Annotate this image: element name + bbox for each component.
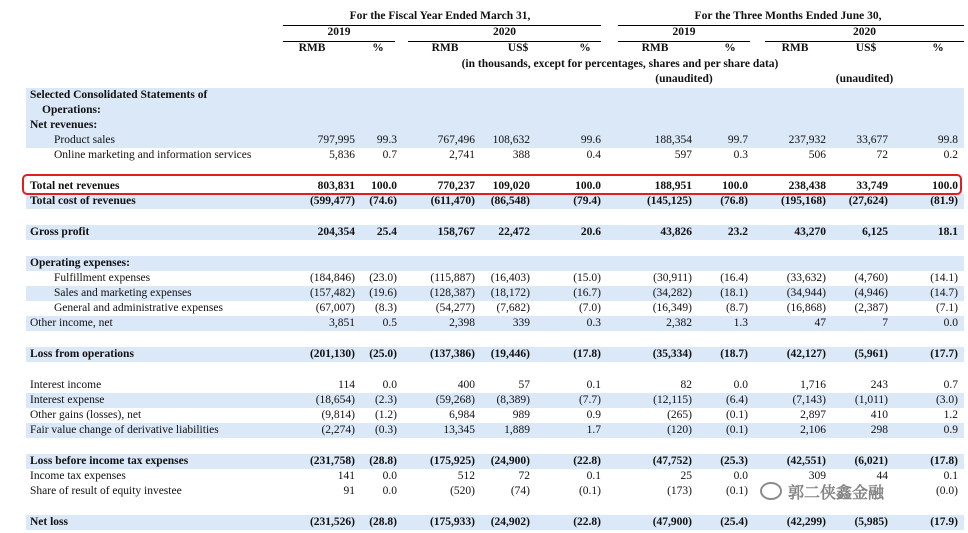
value-cell: 23.2 (727, 226, 748, 238)
value-cell: 158,767 (437, 226, 475, 238)
value-cell: 0.9 (943, 424, 958, 436)
value-cell: 1,716 (800, 379, 826, 391)
value-cell: 0.1 (586, 379, 601, 391)
value-cell: 204,354 (317, 226, 355, 238)
value-cell: (145,125) (646, 195, 692, 207)
row-label: Net revenues: (30, 119, 98, 131)
value-cell: 100.0 (722, 180, 748, 192)
value-cell: (59,268) (435, 394, 475, 406)
value-cell: 91 (343, 485, 355, 497)
value-cell: (18.7) (720, 348, 748, 360)
value-cell: 0.7 (382, 149, 397, 161)
fy-2019-label: 2019 (327, 26, 351, 38)
value-cell: 7 (882, 317, 888, 329)
value-cell: (128,387) (429, 287, 475, 299)
table-row (26, 393, 964, 408)
value-cell: 298 (870, 424, 888, 436)
value-cell: (30,911) (653, 272, 692, 284)
value-cell: 6,984 (449, 409, 475, 421)
value-cell: (9,814) (321, 409, 355, 421)
value-cell: 803,831 (317, 180, 355, 192)
table-row (26, 286, 964, 301)
value-cell: (16,403) (490, 272, 530, 284)
row-label: Total net revenues (30, 180, 120, 192)
value-cell: 0.4 (586, 149, 601, 161)
value-cell: (4,760) (854, 272, 888, 284)
value-cell: 0.1 (943, 470, 958, 482)
value-cell: 797,995 (317, 134, 355, 146)
value-cell: 22,472 (498, 226, 530, 238)
value-cell: (18,654) (315, 394, 355, 406)
table-row (26, 347, 964, 362)
q-2020-label: 2020 (853, 26, 876, 38)
value-cell: (24,900) (490, 455, 530, 467)
value-cell: (7.0) (578, 302, 601, 314)
value-cell: 100.0 (371, 180, 397, 192)
value-cell: 99.6 (580, 134, 601, 146)
value-cell: (1,011) (854, 394, 888, 406)
value-cell: 989 (512, 409, 530, 421)
value-cell: 25 (680, 470, 692, 482)
value-cell: (74) (510, 485, 530, 497)
value-cell: (47,752) (652, 455, 692, 467)
unit-label: US$ (507, 42, 529, 54)
value-cell: 99.3 (376, 134, 397, 146)
wechat-icon (760, 482, 782, 500)
row-label: Online marketing and information services (54, 149, 252, 161)
row-label: Loss before income tax expenses (30, 455, 189, 467)
value-cell: 20.6 (580, 226, 601, 238)
value-cell: (33,632) (786, 272, 826, 284)
value-cell: (3.0) (935, 394, 958, 406)
value-cell: 1.2 (943, 409, 958, 421)
row-label: Product sales (54, 134, 116, 146)
value-cell: (27,624) (848, 195, 888, 207)
value-cell: (17.8) (930, 455, 958, 467)
value-cell: (1.2) (374, 409, 397, 421)
value-cell: (17.7) (930, 348, 958, 360)
value-cell: 770,237 (437, 180, 475, 192)
value-cell: 47 (814, 317, 826, 329)
value-cell: 0.9 (586, 409, 601, 421)
table-row (26, 423, 964, 438)
value-cell: (120) (667, 424, 692, 436)
row-label: Share of result of equity investee (30, 485, 182, 497)
value-cell: 114 (338, 379, 355, 391)
row-label: Total cost of revenues (30, 195, 136, 207)
value-cell: (28.8) (369, 455, 397, 467)
value-cell: (7.1) (935, 302, 958, 314)
value-cell: (34,944) (786, 287, 826, 299)
table-row (26, 408, 964, 423)
value-cell: (195,168) (780, 195, 826, 207)
value-cell: (7,143) (792, 394, 826, 406)
value-cell: (81.9) (930, 195, 958, 207)
value-cell: (19,446) (490, 348, 530, 360)
value-cell: (34,282) (652, 287, 692, 299)
value-cell: (2,274) (321, 424, 355, 436)
value-cell: 0.0 (733, 379, 748, 391)
table-row (26, 133, 964, 148)
value-cell: 0.1 (586, 470, 601, 482)
value-cell: 43,826 (660, 226, 692, 238)
value-cell: 57 (518, 379, 530, 391)
value-cell: (2,387) (854, 302, 888, 314)
fiscal-year-header: For the Fiscal Year Ended March 31, (349, 10, 531, 22)
value-cell: 400 (457, 379, 475, 391)
value-cell: 99.8 (937, 134, 958, 146)
unit-label: RMB (641, 42, 669, 54)
value-cell: (7.7) (578, 394, 601, 406)
value-cell: (54,277) (435, 302, 475, 314)
quarter-header: For the Three Months Ended June 30, (694, 10, 882, 22)
value-cell: (0.1) (725, 424, 748, 436)
value-cell: (175,925) (429, 455, 475, 467)
value-cell: 100.0 (575, 180, 601, 192)
value-cell: 339 (512, 317, 530, 329)
value-cell: 1.7 (586, 424, 601, 436)
value-cell: 109,020 (492, 180, 530, 192)
table-row (26, 271, 964, 286)
row-label: Sales and marketing expenses (54, 287, 192, 299)
unit-label: RMB (298, 42, 326, 54)
value-cell: 82 (680, 379, 692, 391)
value-cell: 0.0 (733, 470, 748, 482)
table-row (26, 256, 964, 271)
value-cell: (17.8) (573, 348, 601, 360)
table-row (26, 362, 964, 377)
row-label: Fair value change of derivative liabilities (30, 424, 219, 436)
value-cell: (265) (667, 409, 692, 421)
value-cell: (28.8) (369, 516, 397, 528)
row-label: Income tax expenses (30, 470, 126, 482)
value-cell: (5,985) (854, 516, 888, 528)
unit-label: US$ (855, 42, 877, 54)
row-label: Selected Consolidated Statements of (30, 89, 208, 101)
value-cell: 238,438 (788, 180, 826, 192)
value-cell: (5,961) (854, 348, 888, 360)
value-cell: (18.1) (720, 287, 748, 299)
unit-label: RMB (781, 42, 809, 54)
value-cell: (115,887) (430, 272, 475, 284)
value-cell: (6,021) (854, 455, 888, 467)
value-cell: 1.3 (733, 317, 748, 329)
value-cell: 43,270 (794, 226, 826, 238)
value-cell: (137,386) (429, 348, 475, 360)
value-cell: (599,477) (309, 195, 355, 207)
value-cell: (175,933) (429, 516, 475, 528)
value-cell: (8,389) (496, 394, 530, 406)
value-cell: 188,354 (654, 134, 692, 146)
value-cell: (23.0) (369, 272, 397, 284)
value-cell: 237,932 (788, 134, 826, 146)
row-label: Interest income (30, 379, 102, 391)
value-cell: (35,334) (652, 348, 692, 360)
value-cell: 2,741 (449, 149, 475, 161)
value-cell: (14.1) (930, 272, 958, 284)
value-cell: (17.9) (930, 516, 958, 528)
table-row (26, 179, 964, 194)
value-cell: 0.3 (586, 317, 601, 329)
value-cell: (0.1) (578, 485, 601, 497)
table-row (26, 163, 964, 178)
value-cell: (0.1) (725, 485, 748, 497)
value-cell: 1,889 (504, 424, 530, 436)
value-cell: (18,172) (490, 287, 530, 299)
value-cell: (173) (667, 485, 692, 497)
value-cell: 3,851 (329, 317, 355, 329)
row-label: Operating expenses: (30, 257, 130, 269)
value-cell: (2.3) (374, 394, 397, 406)
value-cell: (157,482) (309, 287, 355, 299)
value-cell: 99.7 (727, 134, 748, 146)
value-cell: 0.0 (382, 470, 397, 482)
row-label: Gross profit (30, 226, 90, 238)
table-row (26, 439, 964, 454)
value-cell: (231,758) (309, 455, 355, 467)
value-cell: 0.0 (943, 317, 958, 329)
value-cell: 0.3 (733, 149, 748, 161)
unit-label: RMB (431, 42, 459, 54)
value-cell: (79.4) (573, 195, 601, 207)
value-cell: 506 (808, 149, 826, 161)
value-cell: (42,127) (786, 348, 826, 360)
value-cell: 18.1 (937, 226, 958, 238)
value-cell: (8.3) (374, 302, 397, 314)
value-cell: 72 (518, 470, 530, 482)
value-cell: 6,125 (862, 226, 888, 238)
value-cell: (6.4) (725, 394, 748, 406)
value-cell: 309 (808, 470, 826, 482)
value-cell: 388 (512, 149, 530, 161)
value-cell: (16,349) (652, 302, 692, 314)
unaudited-label-2020: (unaudited) (835, 73, 894, 85)
value-cell: 33,677 (856, 134, 888, 146)
value-cell: 44 (876, 470, 888, 482)
value-cell: 2,382 (666, 317, 692, 329)
value-cell: 2,106 (800, 424, 826, 436)
value-cell: 25.4 (376, 226, 397, 238)
table-row (26, 148, 964, 163)
table-row (26, 210, 964, 225)
row-label: Net loss (30, 516, 69, 528)
row-label: Fulfillment expenses (54, 272, 151, 284)
value-cell: (67,007) (315, 302, 355, 314)
value-cell: 141 (337, 470, 355, 482)
value-cell: (86,548) (490, 195, 530, 207)
value-cell: (42,551) (786, 455, 826, 467)
value-cell: (16,868) (786, 302, 826, 314)
table-row (26, 378, 964, 393)
value-cell: (15.0) (573, 272, 601, 284)
table-row (26, 454, 964, 469)
value-cell: (7,682) (496, 302, 530, 314)
unit-label: % (579, 42, 591, 54)
units-note: (in thousands, except for percentages, shares and per share data) (461, 58, 779, 70)
value-cell: (47,900) (652, 516, 692, 528)
table-row (26, 194, 964, 209)
value-cell: 2,398 (449, 317, 475, 329)
value-cell: 410 (870, 409, 888, 421)
value-cell: (520) (450, 485, 475, 497)
value-cell: (24,902) (490, 516, 530, 528)
value-cell: 767,496 (437, 134, 475, 146)
value-cell: 72 (876, 149, 888, 161)
table-row (26, 316, 964, 331)
value-cell: (25.4) (720, 516, 748, 528)
value-cell: (74.6) (369, 195, 397, 207)
table-row (26, 241, 964, 256)
value-cell: (184,846) (309, 272, 355, 284)
row-label: Operations: (42, 104, 101, 116)
value-cell: (201,130) (309, 348, 355, 360)
table-row (26, 103, 964, 118)
unit-label: % (372, 42, 384, 54)
value-cell: (0.3) (374, 424, 397, 436)
value-cell: 2,897 (800, 409, 826, 421)
value-cell: (42,299) (786, 516, 826, 528)
value-cell: 597 (674, 149, 692, 161)
value-cell: (25.0) (369, 348, 397, 360)
value-cell: 108,632 (492, 134, 530, 146)
value-cell: 13,345 (443, 424, 475, 436)
value-cell: 0.0 (382, 379, 397, 391)
table-row (26, 332, 964, 347)
table-row (26, 301, 964, 316)
value-cell: (4,946) (854, 287, 888, 299)
value-cell: 0.5 (382, 317, 397, 329)
value-cell: (231,526) (309, 516, 355, 528)
unaudited-label-2019: (unaudited) (655, 73, 713, 85)
value-cell: 0.0 (382, 485, 397, 497)
value-cell: (19.6) (369, 287, 397, 299)
watermark (760, 481, 884, 501)
table-row (26, 88, 964, 103)
value-cell: (8.7) (725, 302, 748, 314)
row-label: Other income, net (30, 317, 113, 329)
value-cell: 0.7 (943, 379, 958, 391)
value-cell: 188,951 (654, 180, 692, 192)
value-cell: (611,470) (430, 195, 475, 207)
row-label: Loss from operations (30, 348, 134, 360)
row-label: Interest expense (30, 394, 105, 406)
table-row (26, 118, 964, 133)
table-row (26, 225, 964, 240)
value-cell: (0.1) (725, 409, 748, 421)
unit-label: % (932, 42, 944, 54)
value-cell: 243 (870, 379, 888, 391)
table-row (26, 515, 964, 530)
unit-label: % (724, 42, 736, 54)
value-cell: (22.8) (573, 516, 601, 528)
row-label: Other gains (losses), net (30, 409, 142, 421)
value-cell: (14.7) (930, 287, 958, 299)
value-cell: (76.8) (720, 195, 748, 207)
q-2019-label: 2019 (672, 26, 696, 38)
watermark-text: 郭二侠鑫金融 (788, 482, 885, 502)
row-label: General and administrative expenses (54, 302, 223, 314)
value-cell: 33,749 (856, 180, 888, 192)
value-cell: (12,115) (653, 394, 692, 406)
value-cell: (25.3) (720, 455, 748, 467)
value-cell: (0.0) (935, 485, 958, 497)
value-cell: (22.8) (573, 455, 601, 467)
value-cell: 0.2 (943, 149, 958, 161)
value-cell: 512 (457, 470, 475, 482)
value-cell: 100.0 (932, 180, 958, 192)
value-cell: (16.7) (573, 287, 601, 299)
fy-2020-label: 2020 (493, 26, 516, 38)
value-cell: (16.4) (720, 272, 748, 284)
value-cell: 5,836 (329, 149, 355, 161)
